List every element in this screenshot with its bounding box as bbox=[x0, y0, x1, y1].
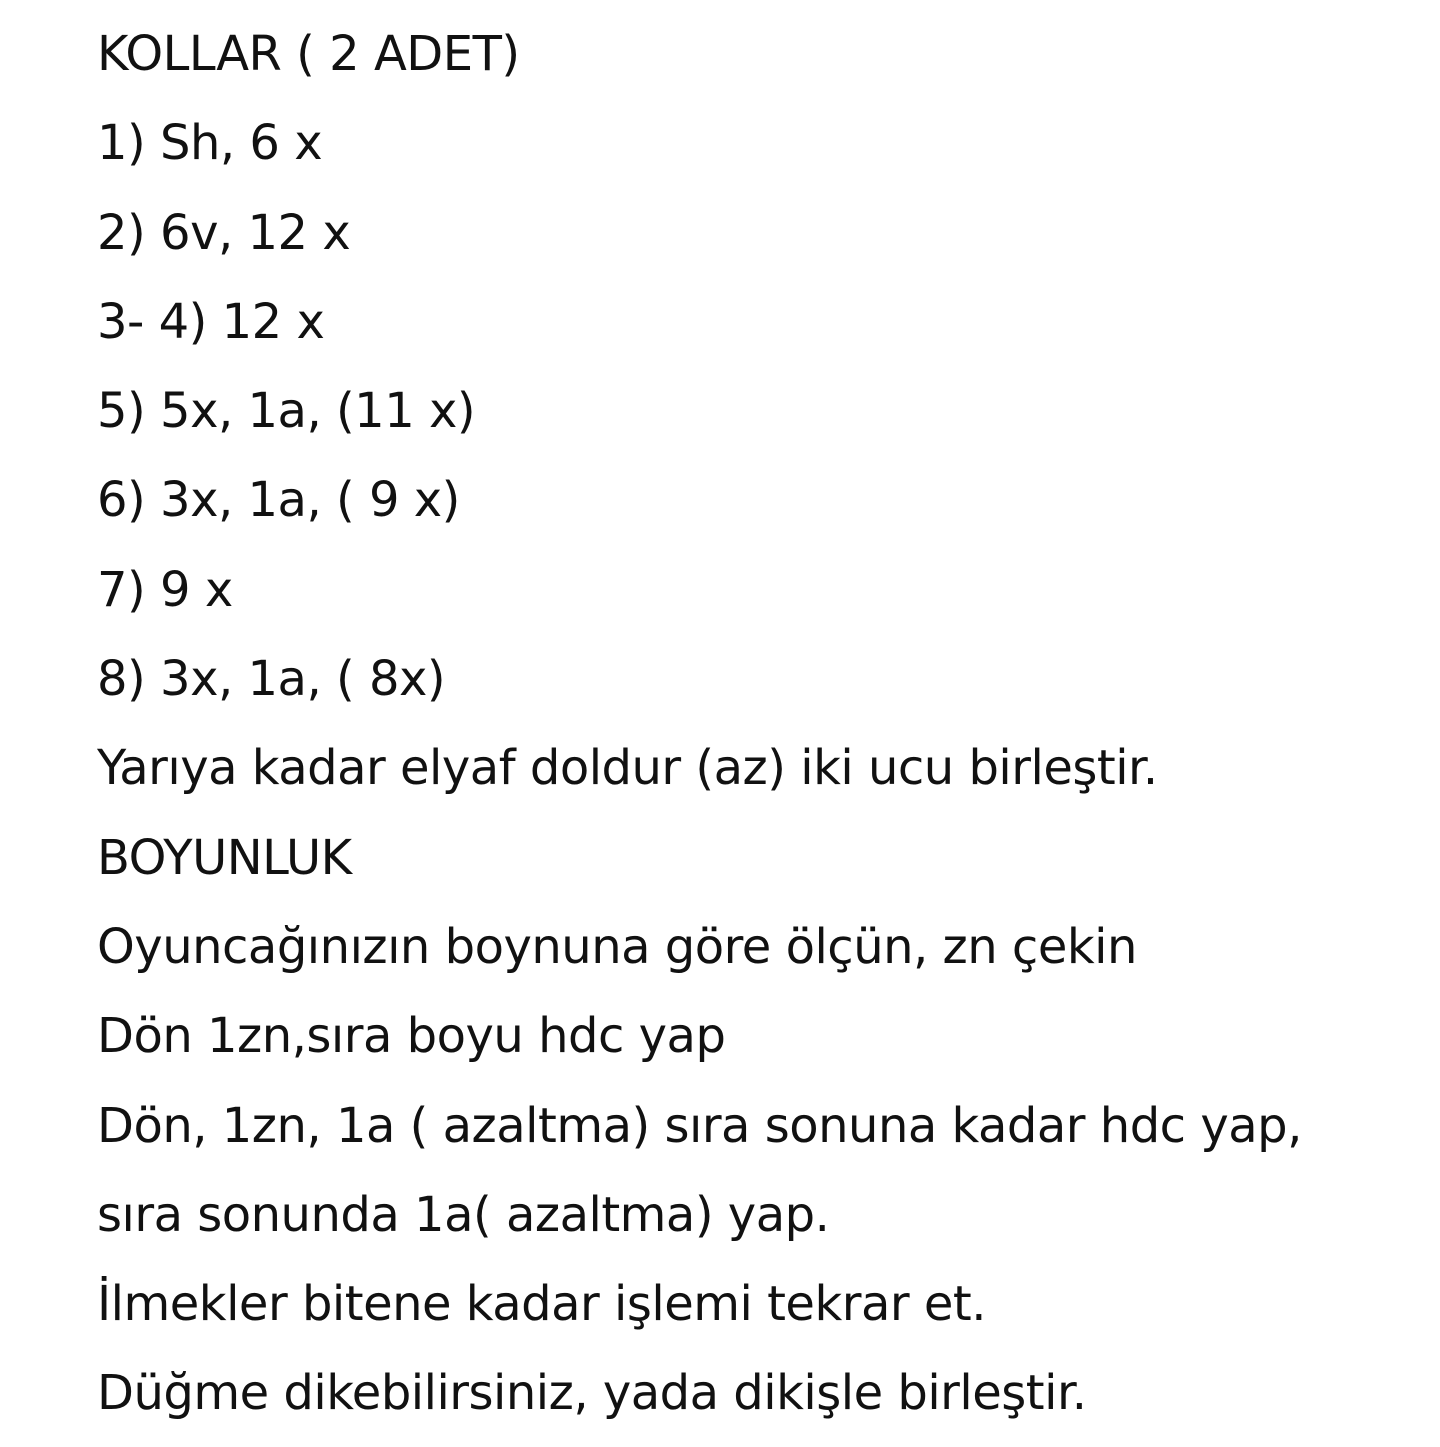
instruction-row-8: 8) 3x, 1a, ( 8x) bbox=[97, 651, 446, 708]
instruction-text: Dön 1zn,sıra boyu hdc yap bbox=[97, 1008, 726, 1065]
instruction-row-7: 7) 9 x bbox=[97, 561, 233, 618]
document-body bbox=[97, 18, 1417, 1447]
instruction-row-5: 5) 5x, 1a, (11 x) bbox=[97, 383, 476, 440]
instruction-row-1: 1) Sh, 6 x bbox=[97, 115, 323, 172]
instruction-note: Yarıya kadar elyaf doldur (az) iki ucu birleştir. bbox=[97, 740, 1158, 797]
instruction-text: sıra sonunda 1a( azaltma) yap. bbox=[97, 1186, 830, 1243]
instruction-text: Düğme dikebilirsiniz, yada dikişle birleştir. bbox=[97, 1365, 1087, 1422]
instruction-text: Oyuncağınızın boynuna göre ölçün, zn çekin bbox=[97, 918, 1137, 975]
instruction-row-6: 6) 3x, 1a, ( 9 x) bbox=[97, 472, 460, 529]
section-title-kollar: KOLLAR ( 2 ADET) bbox=[97, 26, 520, 82]
instruction-row-3-4: 3- 4) 12 x bbox=[97, 293, 325, 350]
section-title-boyunluk: BOYUNLUK bbox=[97, 829, 352, 886]
instruction-text: İlmekler bitene kadar işlemi tekrar et. bbox=[97, 1276, 987, 1333]
instruction-text: Dön, 1zn, 1a ( azaltma) sıra sonuna kadar hdc yap, bbox=[97, 1097, 1302, 1154]
instruction-row-2: 2) 6v, 12 x bbox=[97, 204, 351, 261]
